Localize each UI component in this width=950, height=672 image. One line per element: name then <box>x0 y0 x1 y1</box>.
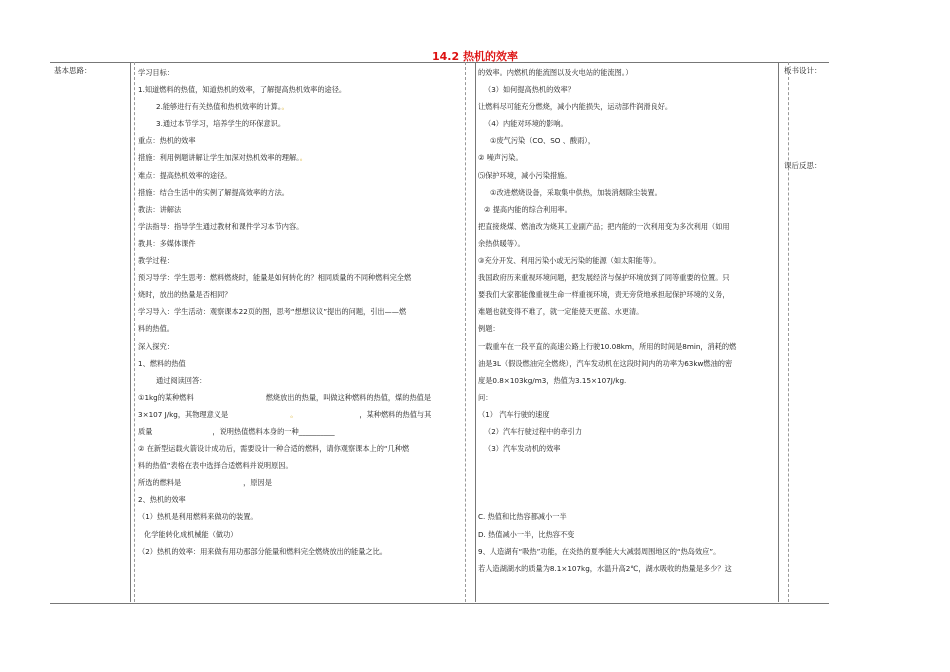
text-line: 措施：结合生活中的实例了解提高效率的方法。 <box>138 187 289 197</box>
page-title: 14.2 热机的效率 <box>432 50 518 63</box>
text-line: C. 热值和比热容都减小一半 <box>478 512 567 522</box>
divider-right <box>778 62 779 602</box>
text-line: 余热供暖等）。 <box>478 238 525 248</box>
text-line: 难题也就变得不难了，就一定能使天更蓝、水更清。 <box>478 307 644 317</box>
text-line: ② 提高内能的综合利用率。 <box>484 204 572 214</box>
text-line: 若人造湖湖水的质量为8.1×107kg，水温升高2℃，湖水吸收的热量是多少？这 <box>478 563 732 573</box>
column-right <box>478 64 776 577</box>
text-line: 我国政府历来重视环境问题，把发展经济与保护环境放到了同等重要的位置。只 <box>478 273 730 283</box>
text-line: 2.能够进行有关热值和热机效率的计算。。 <box>156 102 289 112</box>
text-line: 质量 ，说明热值燃料本身的一种__________ <box>138 426 335 436</box>
text-line: ①废气污染（CO、SO 、酸雨）， <box>490 136 596 146</box>
text-line: ③充分开发、利用污染小或无污染的能源（如太阳能等）。 <box>478 256 661 266</box>
text-line: ② 在新型运载火箭设计成功后，需要设计一种合适的燃料，请你观察课本上的“几种燃 <box>138 444 410 454</box>
text-line: 重点：热机的效率 <box>138 136 196 146</box>
text-line: 教具：多媒体课件 <box>138 238 196 248</box>
text-line: 度是0.8×103kg/m3，热值为3.15×107J/kg. <box>478 375 627 385</box>
text-line: 通过阅读回答： <box>156 375 207 385</box>
text-line: 料的热值”表格在表中选择合适燃料并说明原因。 <box>138 461 293 471</box>
divider-left-dashed <box>134 62 135 602</box>
board-design-label: 板书设计： <box>784 66 822 75</box>
text-line: （3）如何提高热机的效率？ <box>484 85 575 95</box>
text-line: 烧时，放出的热量是否相同？ <box>138 290 232 300</box>
text-line: ② 噪声污染。 <box>478 153 523 163</box>
text-line: 2、热机的效率 <box>138 495 186 505</box>
text-line: （3）汽车发动机的效率 <box>484 444 561 454</box>
text-line: 的效率。内燃机的能流图以及火电站的能流图。） <box>478 68 633 77</box>
spacer <box>478 491 776 508</box>
text-line: ①1kg的某种燃料 燃烧放出的热量，叫做这种燃料的热值，煤的热值是 <box>138 392 432 402</box>
text-line: （4）内能对环境的影响。 <box>484 119 568 129</box>
text-line: 学习导入：学生活动：观察课本22页的图，思考“想想议议”提出的问题，引出——燃 <box>138 307 407 317</box>
text-line: 教法：讲解法 <box>138 204 182 214</box>
divider-left <box>130 62 131 602</box>
text-line: 一载重车在一段平直的高速公路上行驶10.08km，所用的时间是8min，消耗的燃 <box>478 341 737 351</box>
text-line: ⑸保护环境，减小污染措施。 <box>478 170 572 180</box>
text-line: 学法指导：指导学生通过教材和课件学习本节内容。 <box>138 221 304 231</box>
text-line: 例题： <box>478 324 500 334</box>
spacer <box>478 457 776 474</box>
reflection-label: 课后反思： <box>784 161 822 170</box>
text-line: 措施：利用例题讲解让学生加深对热机效率的理解。。 <box>138 153 307 163</box>
text-line: 教学过程： <box>138 256 174 266</box>
text-line: 预习导学：学生思考：燃料燃烧时，能量是如何转化的？相同质量的不同种燃料完全燃 <box>138 273 412 283</box>
text-line: ①改进燃烧设备，采取集中供热，加装消烟除尘装置。 <box>490 187 662 197</box>
text-line: 3×107 J/kg，其物理意义是 。 ，某种燃料的热值与其 <box>138 409 432 419</box>
text-line: 深入探究： <box>138 341 174 351</box>
text-line: （1） 汽车行驶的速度 <box>478 409 550 419</box>
divider-mid <box>475 62 476 602</box>
divider-mid-dashed <box>465 62 466 602</box>
text-line: （2）热机的效率：用来做有用功那部分能量和燃料完全燃烧放出的能量之比。 <box>138 546 387 556</box>
text-line: 1.知道燃料的热值，知道热机的效率，了解提高热机效率的途径。 <box>138 85 347 95</box>
text-line: 把直接烧煤、燃油改为烧其工业副产品；把内能的一次利用变为多次利用（如用 <box>478 221 730 231</box>
text-line: 让燃料尽可能充分燃烧，减小内能损失，运动部件润滑良好。 <box>478 102 673 112</box>
divider-right-dashed <box>788 62 789 602</box>
text-line: 9、人造湖有“吸热”功能，在炎热的夏季能大大减弱周围地区的“热岛效应”。 <box>478 546 721 556</box>
text-line: 问： <box>478 392 493 402</box>
spacer <box>478 474 776 491</box>
text-line: 难点：提高热机效率的途径。 <box>138 170 232 180</box>
text-line: D. 热值减小一半，比热容不变 <box>478 529 575 539</box>
text-line: 学习目标： <box>138 68 174 77</box>
text-line: 1、燃料的热值 <box>138 358 186 368</box>
text-line: 所选的燃料是 ，原因是 <box>138 478 272 488</box>
text-line: 3.通过本节学习，培养学生的环保意识。 <box>156 119 286 129</box>
text-line: 化学能转化成机械能（做功） <box>144 529 238 539</box>
column-left <box>138 64 463 560</box>
text-line: 要我们大家都能像重视生命一样重视环境，责无旁贷地承担起保护环境的义务， <box>478 290 730 300</box>
text-line: 料的热值。 <box>138 324 174 334</box>
text-line: （1）热机是利用燃料来做功的装置。 <box>138 512 258 522</box>
text-line: （2）汽车行驶过程中的牵引力 <box>484 426 583 436</box>
text-line: 油是3L（假设燃油完全燃烧），汽车发动机在这段时间内的功率为63kw燃油的密 <box>478 358 733 368</box>
left-label: 基本思路： <box>54 66 92 75</box>
